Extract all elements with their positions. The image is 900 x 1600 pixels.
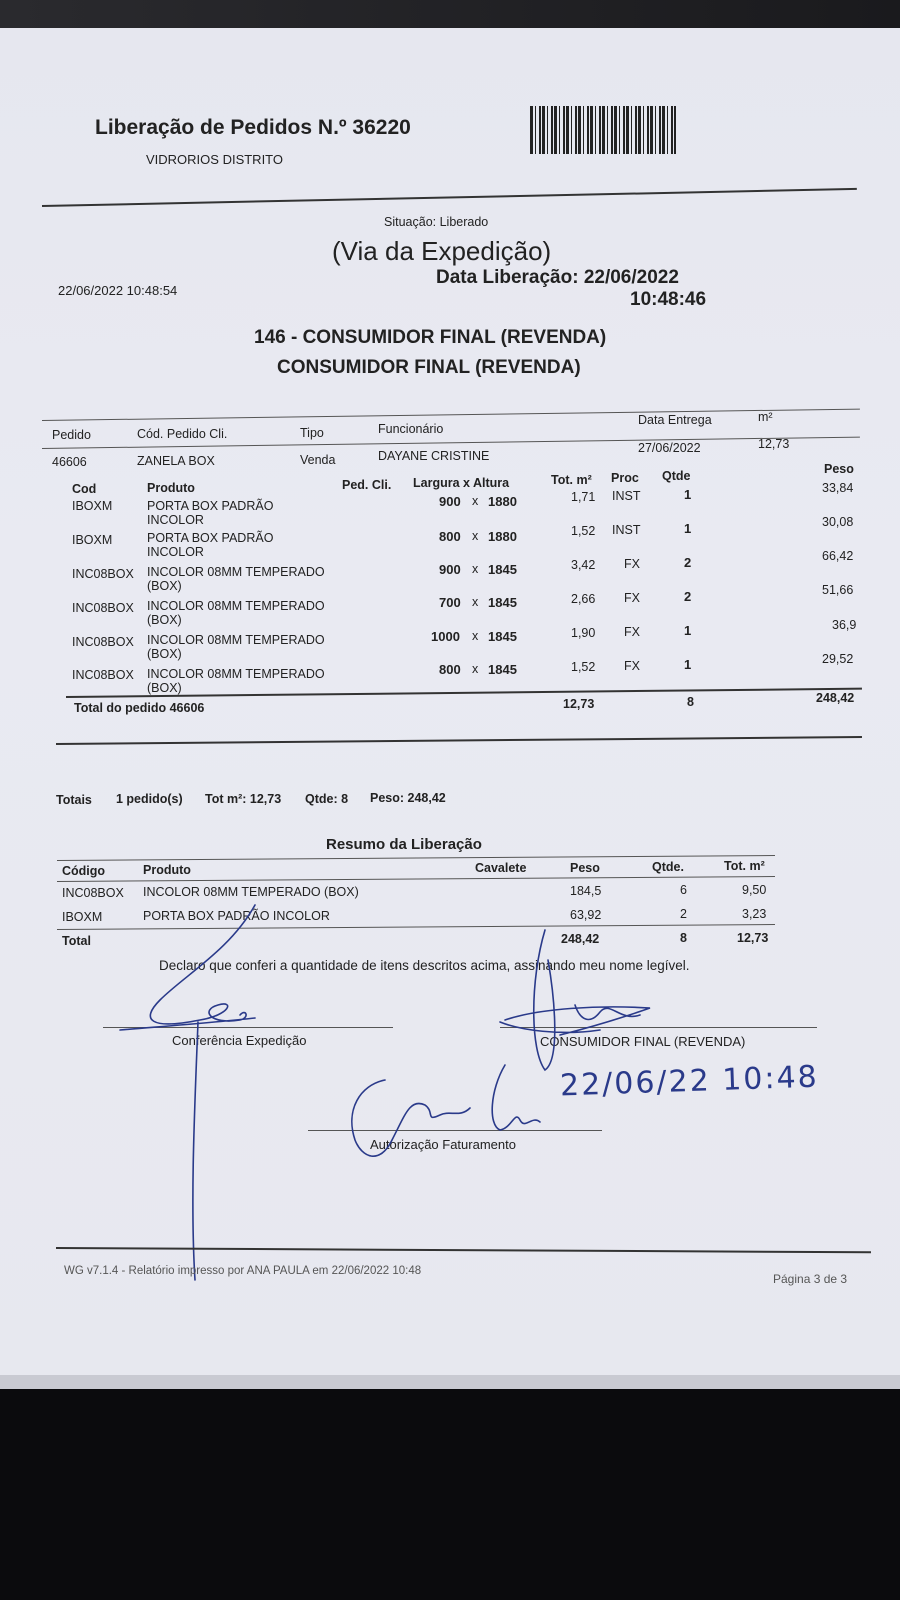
item-row-4-peso: 51,66 — [822, 583, 854, 597]
resumo-row-1-qtde: 6 — [680, 883, 687, 897]
item-row-6-largura: 800 — [439, 662, 461, 677]
item-row-4-produto: INCOLOR 08MM TEMPERADO — [147, 599, 325, 613]
resumo-total-qtde: 8 — [680, 931, 687, 945]
resumo-row-1-codigo: INC08BOX — [62, 886, 124, 900]
item-row-3-altura: 1845 — [488, 562, 517, 577]
barcode — [530, 106, 676, 154]
item-row-4-x: x — [472, 595, 479, 609]
item-row-1-produto: PORTA BOX PADRÃO — [147, 499, 274, 513]
document-title: Liberação de Pedidos N.º 36220 — [95, 116, 411, 139]
resumo-col-codigo: Código — [62, 864, 106, 878]
item-row-4-qtde: 2 — [684, 589, 692, 604]
item-row-1-proc: INST — [612, 489, 641, 503]
item-row-4-largura: 700 — [439, 595, 461, 610]
item-row-5-proc: FX — [624, 625, 640, 639]
item-row-5-qtde: 1 — [684, 623, 692, 638]
handwritten-date: 22/06/22 10:48 — [559, 1059, 820, 1104]
resumo-col-cavalete: Cavalete — [475, 861, 527, 875]
resumo-total-label: Total — [62, 934, 91, 948]
val-cod-pedido-cli: ZANELA BOX — [137, 454, 215, 468]
item-row-1-peso: 33,84 — [822, 481, 854, 495]
items-col-tot-m2: Tot. m² — [551, 473, 592, 487]
item-row-3-peso: 66,42 — [822, 549, 854, 563]
data-liberacao-time: 10:48:46 — [630, 289, 707, 310]
items-col-proc: Proc — [611, 471, 639, 485]
signature-line-faturamento — [308, 1130, 602, 1131]
resumo-row-2-produto: PORTA BOX PADRÃO INCOLOR — [143, 909, 330, 923]
item-row-4-cod: INC08BOX — [72, 601, 134, 615]
item-row-3-proc: FX — [624, 557, 640, 571]
resumo-col-produto: Produto — [143, 863, 191, 877]
totais-pedidos: 1 pedido(s) — [116, 792, 183, 806]
col-pedido: Pedido — [52, 428, 91, 442]
item-row-2-cod: IBOXM — [72, 533, 113, 547]
page-edge — [0, 1375, 900, 1389]
item-row-1-x: x — [472, 494, 479, 508]
items-col-largura-altura: Largura x Altura — [413, 476, 510, 490]
col-m2: m² — [758, 410, 773, 424]
client-line-2: CONSUMIDOR FINAL (REVENDA) — [277, 357, 581, 378]
item-row-5-produto-2: (BOX) — [147, 647, 182, 661]
via-label: (Via da Expedição) — [332, 236, 552, 266]
total-pedido-peso: 248,42 — [816, 691, 855, 705]
resumo-col-peso: Peso — [570, 861, 600, 875]
item-row-2-produto: PORTA BOX PADRÃO — [147, 531, 274, 545]
total-pedido-tot-m2: 12,73 — [563, 697, 595, 711]
items-col-produto: Produto — [147, 481, 195, 495]
col-cod-pedido-cli: Cód. Pedido Cli. — [137, 427, 228, 441]
item-row-3-produto-2: (BOX) — [147, 579, 182, 593]
items-col-qtde: Qtde — [662, 469, 691, 483]
item-row-3-x: x — [472, 562, 479, 576]
item-row-4-proc: FX — [624, 591, 640, 605]
item-row-6-proc: FX — [624, 659, 640, 673]
totais-peso: Peso: 248,42 — [370, 791, 446, 805]
item-row-1-produto-2: INCOLOR — [147, 513, 204, 527]
item-row-1-qtde: 1 — [684, 487, 692, 502]
items-col-cod: Cod — [72, 482, 97, 496]
item-row-3-cod: INC08BOX — [72, 567, 134, 581]
col-data-entrega: Data Entrega — [638, 413, 712, 427]
item-row-5-x: x — [472, 629, 479, 643]
item-row-5-produto: INCOLOR 08MM TEMPERADO — [147, 633, 325, 647]
resumo-title: Resumo da Liberação — [326, 836, 482, 853]
item-row-3-largura: 900 — [439, 562, 461, 577]
item-row-6-tot-m2: 1,52 — [571, 660, 596, 674]
item-row-3-tot-m2: 3,42 — [571, 558, 596, 572]
item-row-5-altura: 1845 — [488, 629, 517, 644]
item-row-6-x: x — [472, 662, 479, 676]
resumo-total-tot-m2: 12,73 — [737, 931, 769, 945]
declaration: Declaro que conferi a quantidade de itens descritos acima, assinando meu nome legível. — [159, 958, 690, 973]
totais-qtde: Qtde: 8 — [305, 792, 349, 806]
val-pedido: 46606 — [52, 455, 87, 469]
signature-label-expedicao: Conferência Expedição — [172, 1033, 307, 1048]
item-row-2-x: x — [472, 529, 479, 543]
resumo-total-peso: 248,42 — [561, 932, 600, 946]
resumo-col-qtde: Qtde. — [652, 860, 684, 874]
item-row-5-peso: 36,9 — [832, 618, 857, 632]
client-line-1: 146 - CONSUMIDOR FINAL (REVENDA) — [254, 327, 607, 348]
item-row-6-produto-2: (BOX) — [147, 681, 182, 695]
item-row-6-cod: INC08BOX — [72, 668, 134, 682]
company-name: VIDRORIOS DISTRITO — [146, 152, 283, 167]
resumo-row-2-peso: 63,92 — [570, 908, 602, 922]
resumo-row-1-produto: INCOLOR 08MM TEMPERADO (BOX) — [143, 885, 359, 899]
item-row-5-cod: INC08BOX — [72, 635, 134, 649]
item-row-1-cod: IBOXM — [72, 499, 113, 513]
signature-label-faturamento: Autorização Faturamento — [370, 1137, 516, 1152]
item-row-3-produto: INCOLOR 08MM TEMPERADO — [147, 565, 325, 579]
resumo-row-2-codigo: IBOXM — [62, 910, 103, 924]
item-row-5-largura: 1000 — [431, 629, 460, 644]
resumo-row-1-tot-m2: 9,50 — [742, 883, 767, 897]
resumo-col-tot-m2: Tot. m² — [724, 859, 765, 873]
item-row-4-tot-m2: 2,66 — [571, 592, 596, 606]
item-row-6-qtde: 1 — [684, 657, 692, 672]
total-pedido-label: Total do pedido 46606 — [74, 701, 205, 715]
item-row-6-peso: 29,52 — [822, 652, 854, 666]
item-row-1-tot-m2: 1,71 — [571, 490, 596, 504]
footer-left: WG v7.1.4 - Relatório impresso por ANA PAULA em 22/06/2022 10:48 — [64, 1265, 422, 1277]
items-col-peso: Peso — [824, 462, 854, 476]
item-row-3-qtde: 2 — [684, 555, 692, 570]
print-datetime: 22/06/2022 10:48:54 — [58, 283, 178, 298]
item-row-5-tot-m2: 1,90 — [571, 626, 596, 640]
col-funcionario: Funcionário — [378, 422, 444, 436]
item-row-2-peso: 30,08 — [822, 515, 854, 529]
item-row-4-altura: 1845 — [488, 595, 517, 610]
val-funcionario: DAYANE CRISTINE — [378, 449, 490, 463]
totais-label: Totais — [56, 793, 92, 807]
val-tipo: Venda — [300, 453, 336, 467]
item-row-1-largura: 900 — [439, 494, 461, 509]
item-row-2-proc: INST — [612, 523, 641, 537]
total-pedido-qtde: 8 — [687, 695, 694, 709]
resumo-row-2-tot-m2: 3,23 — [742, 907, 767, 921]
signature-line-consumidor — [500, 1027, 817, 1028]
items-col-ped-cli: Ped. Cli. — [342, 478, 392, 492]
situacao: Situação: Liberado — [384, 215, 489, 229]
col-tipo: Tipo — [300, 426, 324, 440]
resumo-row-2-qtde: 2 — [680, 907, 687, 921]
signature-label-consumidor: CONSUMIDOR FINAL (REVENDA) — [540, 1034, 746, 1049]
resumo-row-1-peso: 184,5 — [570, 884, 602, 898]
item-row-2-tot-m2: 1,52 — [571, 524, 596, 538]
item-row-1-altura: 1880 — [488, 494, 517, 509]
item-row-2-altura: 1880 — [488, 529, 517, 544]
signature-line-expedicao — [103, 1027, 393, 1028]
footer-page: Página 3 de 3 — [773, 1272, 848, 1286]
data-liberacao: Data Liberação: 22/06/2022 — [436, 267, 679, 288]
item-row-2-produto-2: INCOLOR — [147, 545, 204, 559]
item-row-4-produto-2: (BOX) — [147, 613, 182, 627]
val-m2: 12,73 — [758, 437, 790, 451]
item-row-2-largura: 800 — [439, 529, 461, 544]
totais-tot-m2: Tot m²: 12,73 — [205, 792, 282, 806]
val-data-entrega: 27/06/2022 — [638, 441, 701, 455]
item-row-2-qtde: 1 — [684, 521, 692, 536]
item-row-6-produto: INCOLOR 08MM TEMPERADO — [147, 667, 325, 681]
item-row-6-altura: 1845 — [488, 662, 517, 677]
